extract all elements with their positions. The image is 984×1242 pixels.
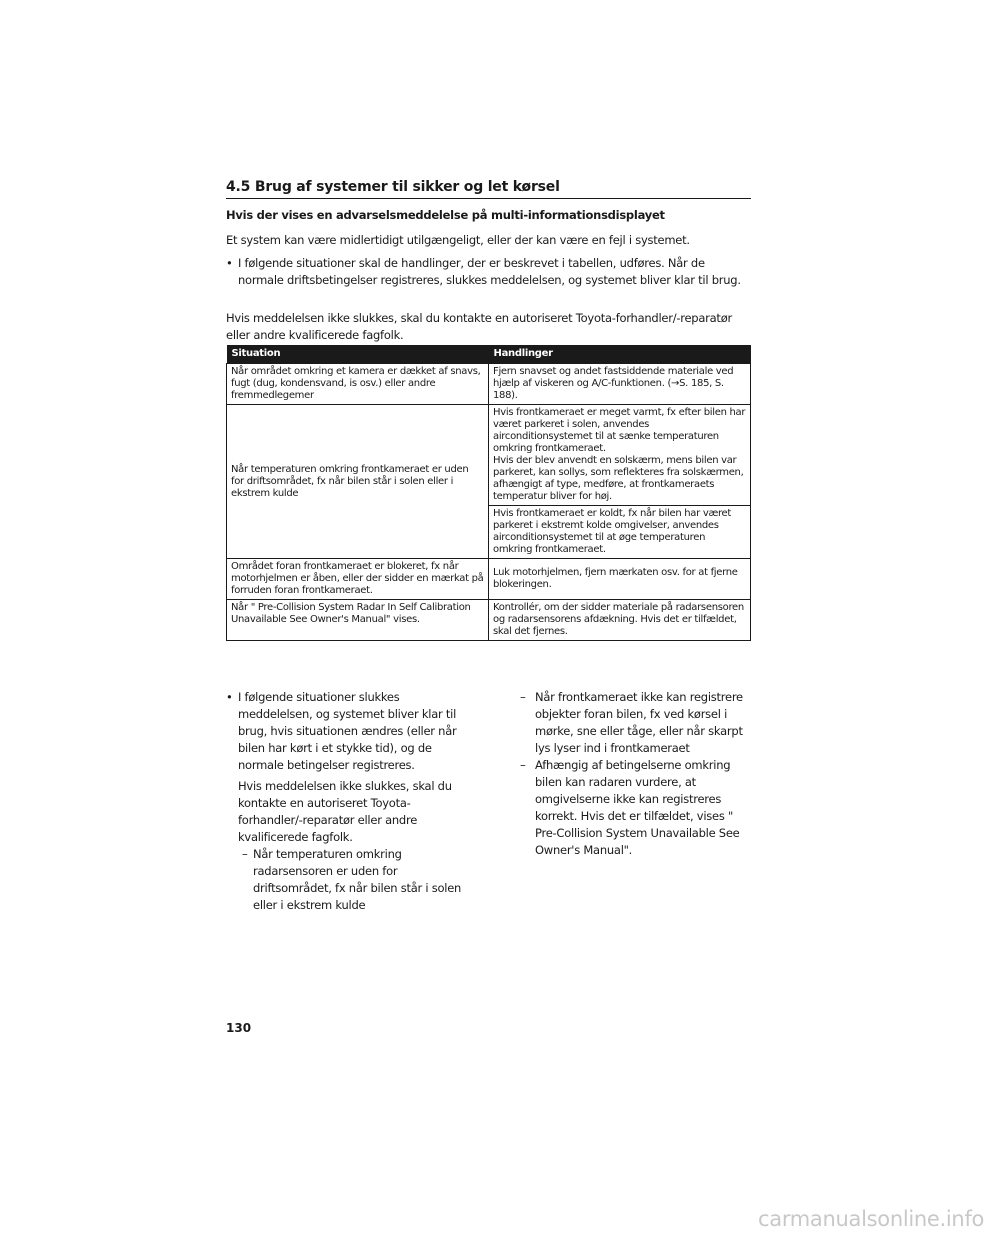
bullet-item bbox=[226, 689, 466, 774]
page-number: 130 bbox=[226, 1021, 252, 1035]
header-handlinger: Handlinger bbox=[489, 345, 751, 364]
action-cell bbox=[489, 405, 751, 506]
table-header-row bbox=[227, 345, 751, 364]
bullet-text: I følgende situationer slukkes meddelelsen, og systemet bliver klar til brug, hvis situationen ændres (eller når bilen har kørt i et stykke tid), og de normale betingelser registreres. bbox=[238, 690, 457, 772]
action-text: Hvis der blev anvendt en solskærm, mens bilen var parkeret, kan sollys, som reflekteres fra solskærmen, afhængigt af type, medføre, at frontkameraets temperatur bliver for høj. bbox=[493, 455, 744, 502]
intro-paragraph: Et system kan være midlertidigt utilgængeligt, eller der kan være en fejl i systemet. bbox=[226, 233, 690, 247]
dash-text: Når temperaturen omkring radarsensoren er uden for driftsområdet, fx når bilen står i solen eller i ekstrem kulde bbox=[253, 847, 462, 912]
dash-item bbox=[226, 846, 466, 914]
table-row bbox=[227, 559, 751, 600]
situation-cell: Når området omkring et kamera er dækket af snavs, fugt (dug, kondensvand, is osv.) eller andre fremmedlegemer bbox=[227, 364, 489, 405]
table-row bbox=[227, 600, 751, 641]
dash-item bbox=[520, 757, 752, 859]
right-column bbox=[520, 689, 752, 859]
warning-subheading: Hvis der vises en advarselsmeddelelse på multi-informationsdisplayet bbox=[226, 208, 665, 222]
left-column bbox=[226, 689, 466, 914]
dash-text: Afhængig af betingelserne omkring bilen kan radaren vurdere, at omgivelserne ikke kan registreres korrekt. Hvis det er tilfældet, vises " Pre-Collision System Unavailable See Owner's Manual". bbox=[535, 758, 740, 857]
action-cell: Luk motorhjelmen, fjern mærkaten osv. for at fjerne blokeringen. bbox=[489, 559, 751, 600]
dash-marker: – bbox=[520, 690, 526, 704]
bullet-marker: • bbox=[226, 256, 233, 270]
action-cell: Hvis frontkameraet er koldt, fx når bilen har været parkeret i ekstremt kolde omgivelser, anvendes airconditionsystemet til at øge temperaturen omkring frontkameraet. bbox=[489, 506, 751, 559]
action-cell: Fjern snavset og andet fastsiddende materiale ved hjælp af viskeren og A/C-funktionen. (→S. 185, S. 188). bbox=[489, 364, 751, 405]
table-row bbox=[227, 364, 751, 405]
dash-marker: – bbox=[242, 847, 248, 861]
situation-cell: Området foran frontkameraet er blokeret, fx når motorhjelmen er åben, eller der sidder en mærkat på forruden foran frontkameraet. bbox=[227, 559, 489, 600]
watermark: carmanualsonline.info bbox=[758, 1207, 984, 1231]
action-text: Hvis frontkameraet er meget varmt, fx efter bilen har været parkeret i solen, anvendes airconditionsystemet til at sænke temperaturen omkring frontkameraet. bbox=[493, 407, 746, 454]
dash-item bbox=[520, 689, 752, 757]
dash-text: Når frontkameraet ikke kan registrere objekter foran bilen, fx ved kørsel i mørke, sne eller tåge, eller når skarpt lys lyser ind i frontkameraet bbox=[535, 690, 743, 755]
action-cell: Kontrollér, om der sidder materiale på radarsensoren og radarsensorens afdækning. Hvis det er tilfældet, skal det fjernes. bbox=[489, 600, 751, 641]
situation-cell: Når temperaturen omkring frontkameraet er uden for driftsområdet, fx når bilen står i solen eller i ekstrem kulde bbox=[227, 405, 489, 559]
situation-cell: Når " Pre-Collision System Radar In Self Calibration Unavailable See Owner's Manual" vises. bbox=[227, 600, 489, 641]
section-header: 4.5 Brug af systemer til sikker og let kørsel bbox=[226, 179, 751, 199]
bullet-item bbox=[226, 255, 751, 289]
bullet-text: I følgende situationer skal de handlinger, der er beskrevet i tabellen, udføres. Når de normale driftsbetingelser registreres, slukkes meddelelsen, og systemet bliver klar til brug. bbox=[238, 256, 741, 287]
contact-paragraph: Hvis meddelelsen ikke slukkes, skal du kontakte en autoriseret Toyota-forhandler/-reparatør eller andre kvalificerede fagfolk. bbox=[238, 779, 452, 844]
bullet-marker: • bbox=[226, 690, 233, 704]
header-situation: Situation bbox=[227, 345, 489, 364]
dash-marker: – bbox=[520, 758, 526, 772]
table-row bbox=[227, 405, 751, 506]
contact-paragraph: Hvis meddelelsen ikke slukkes, skal du kontakte en autoriseret Toyota-forhandler/-reparatør eller andre kvalificerede fagfolk. bbox=[226, 311, 732, 342]
situation-table bbox=[226, 345, 751, 641]
